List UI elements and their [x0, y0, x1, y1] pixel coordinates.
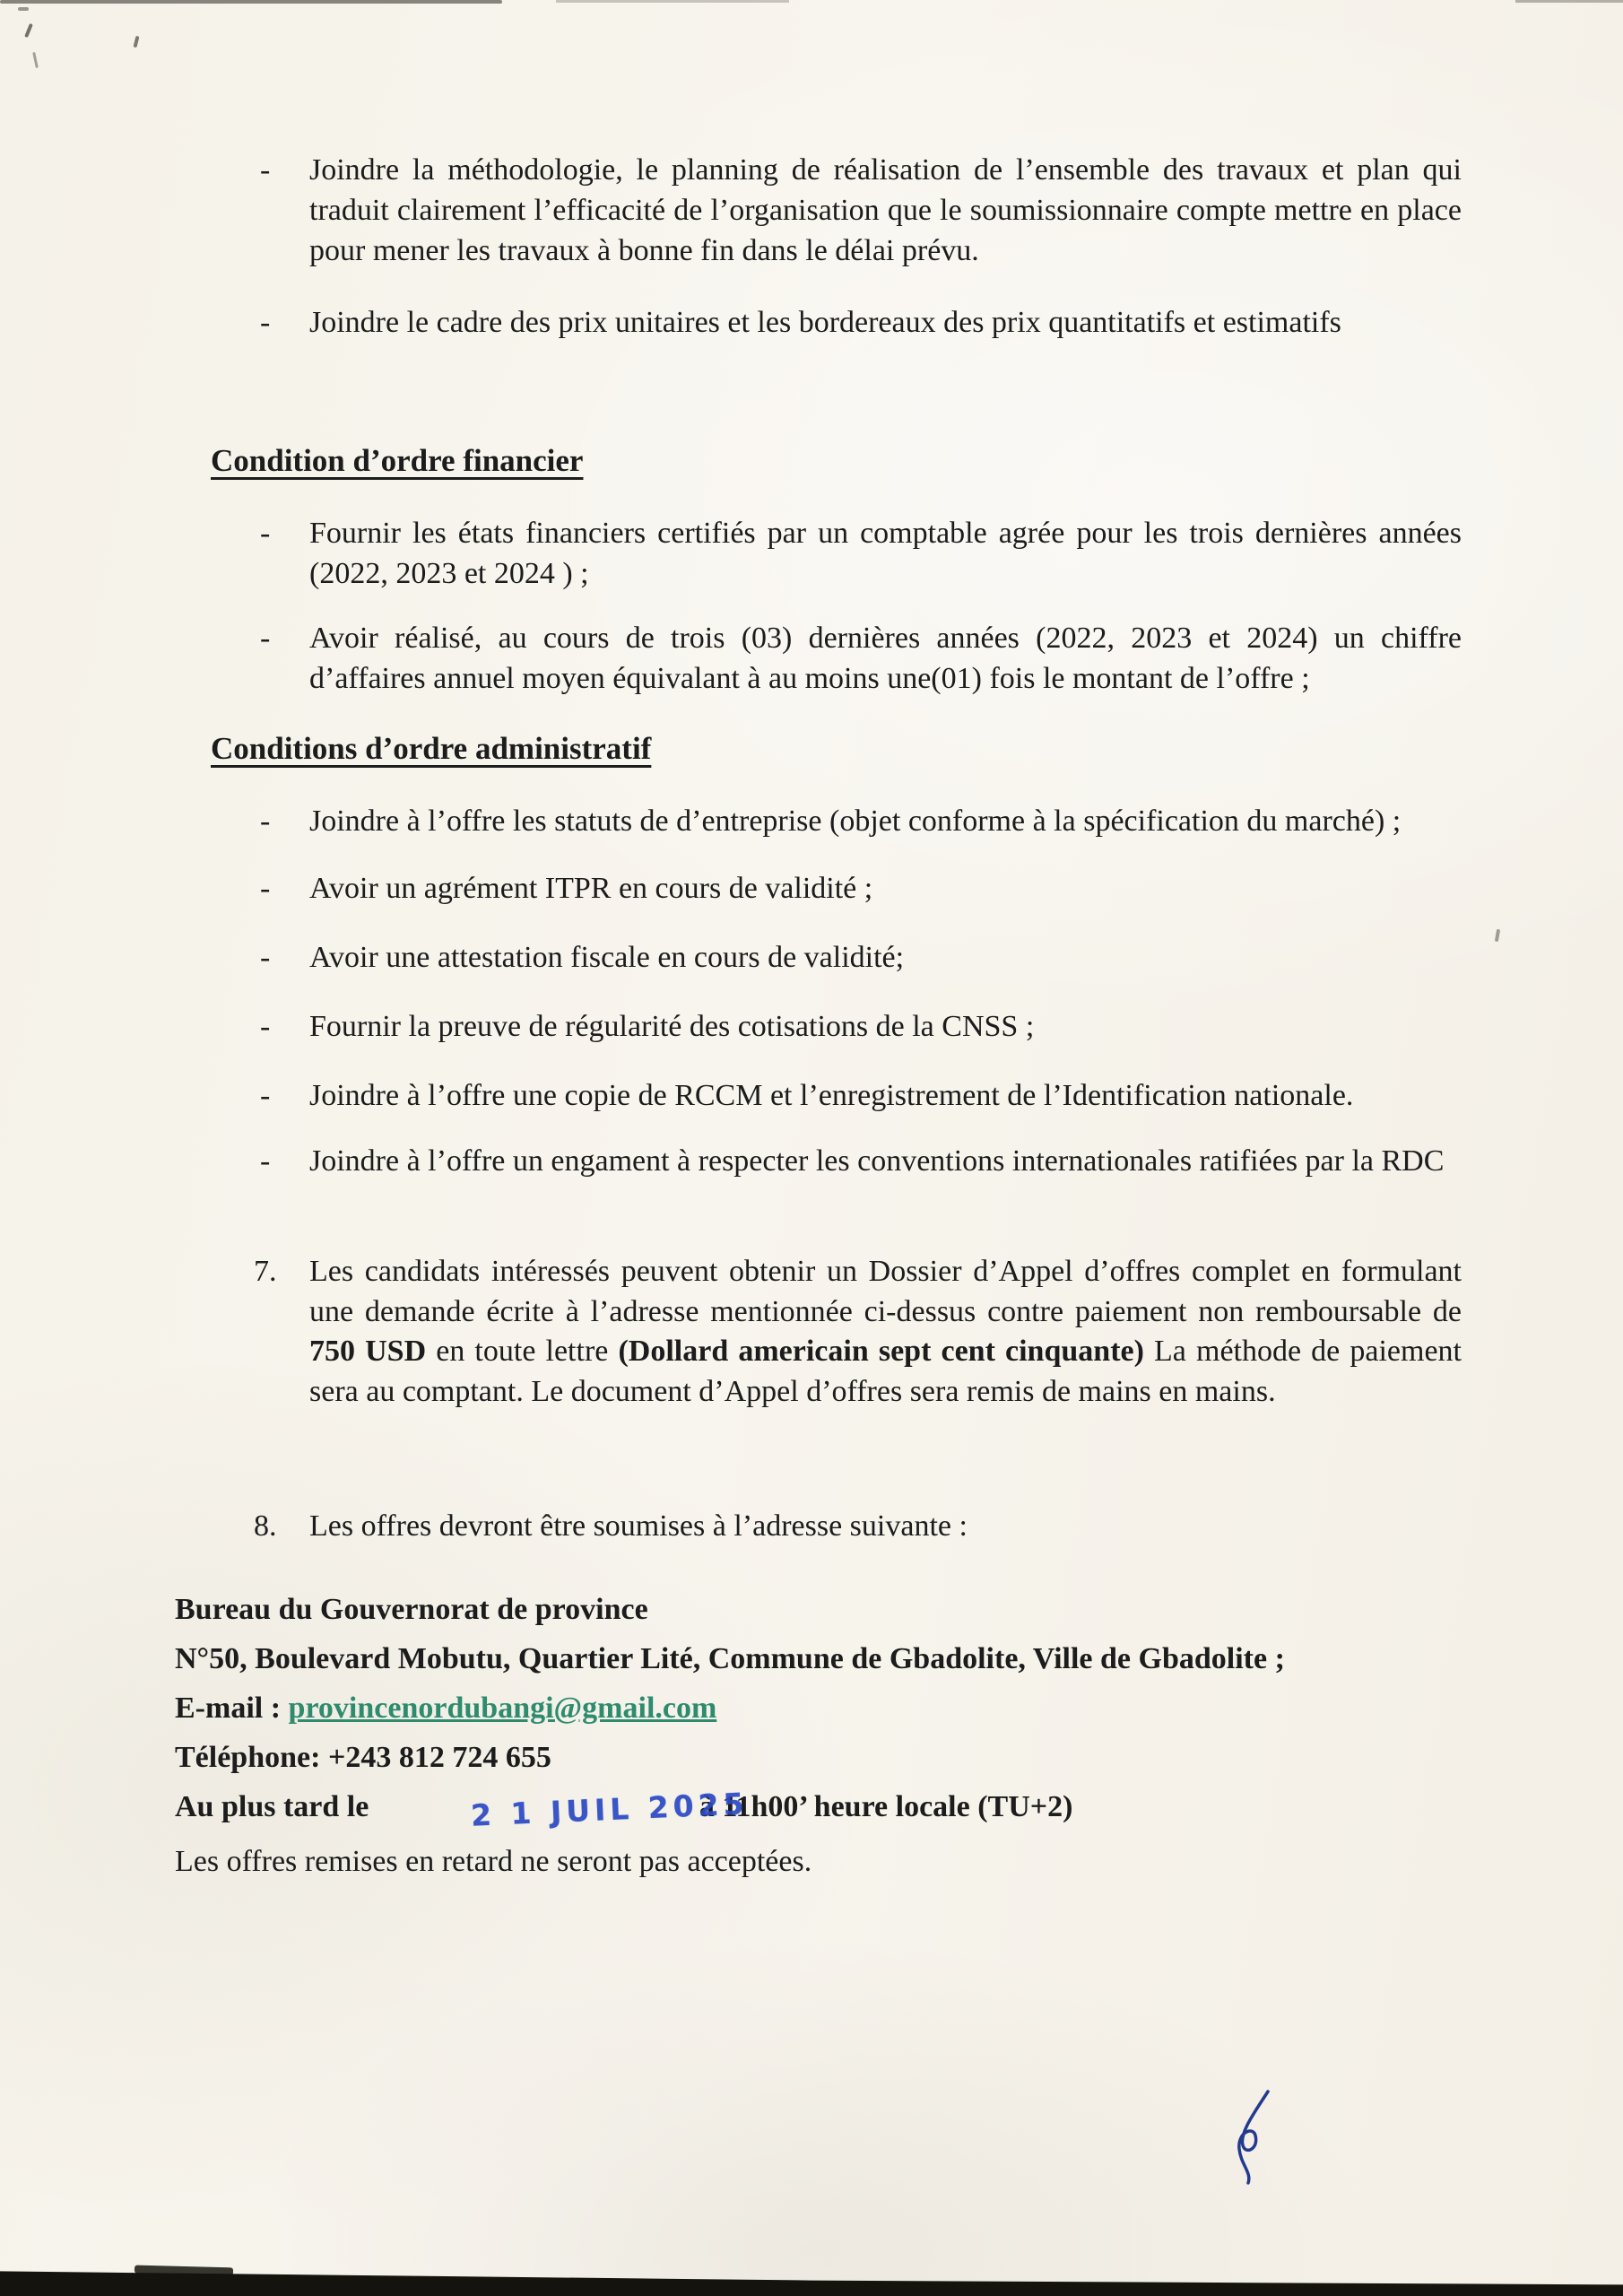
- list-item: [260, 1007, 1462, 1048]
- item7-amount: 750 USD: [309, 1335, 427, 1369]
- list-item: [260, 1076, 1462, 1117]
- bullet-marker: -: [260, 1078, 271, 1112]
- item-number: 8.: [254, 1509, 277, 1544]
- bullet-marker: -: [260, 153, 271, 187]
- email-link[interactable]: provincenordubangi@gmail.com: [288, 1692, 717, 1726]
- bullet-text: Joindre à l’offre une copie de RCCM et l’enregistrement de l’Identification nationale.: [309, 1078, 1354, 1112]
- bullet-text: Fournir les états financiers certifiés par un comptable agrée pour les trois dernières années (2022, 2023 et 2024 ) ;: [309, 516, 1462, 590]
- deadline-line: [175, 1782, 1372, 1834]
- bullet-marker: -: [260, 1144, 271, 1178]
- bullet-text: Joindre à l’offre un engament à respecter les conventions internationales ratifiées par la RDC: [309, 1144, 1445, 1178]
- address-phone: Téléphone: +243 812 724 655: [175, 1741, 551, 1775]
- numbered-item-8: [254, 1507, 1462, 1547]
- item-text: Les offres devront être soumises à l’adresse suivante :: [309, 1509, 968, 1544]
- bullet-marker: -: [260, 516, 271, 550]
- bullet-marker: -: [260, 622, 271, 656]
- list-item: [260, 514, 1462, 595]
- address-block: [175, 1585, 1372, 1886]
- handwritten-mark: [1212, 2086, 1293, 2194]
- item7-text-before: Les candidats intéressés peuvent obtenir un Dossier d’Appel d’offres complet en formulant une demande écrite à l’adresse mentionnée ci-dessus contre paiement non remboursable de: [309, 1254, 1462, 1328]
- bullet-text: Fournir la preuve de régularité des cotisations de la CNSS ;: [309, 1010, 1035, 1043]
- list-item: [260, 303, 1462, 344]
- bullet-marker: -: [260, 804, 271, 839]
- list-item: [260, 619, 1462, 700]
- scan-bottom-edge: [0, 2269, 1623, 2296]
- address-email-line: [175, 1683, 1372, 1733]
- bullet-marker: -: [260, 1010, 271, 1043]
- deadline-suffix: à 11h00’ heure locale (TU+2): [699, 1790, 1073, 1824]
- list-item: [260, 802, 1462, 842]
- item-number: 7.: [254, 1254, 277, 1288]
- bullet-marker: -: [260, 872, 271, 906]
- bullet-text: Joindre la méthodologie, le planning de réalisation de l’ensemble des travaux et plan qui traduit clairement l’efficacité de l’organisation que le soumissionnaire compte mettre en place pour mener les travaux à bonne fin dans le délai prévu.: [309, 153, 1462, 267]
- address-street: N°50, Boulevard Mobutu, Quartier Lité, Commune de Gbadolite, Ville de Gbadolite ;: [175, 1642, 1285, 1676]
- bullet-text: Joindre le cadre des prix unitaires et les bordereaux des prix quantitatifs et estimatifs: [309, 305, 1341, 339]
- bullet-text: Joindre à l’offre les statuts de d’entreprise (objet conforme à la spécification du marché) ;: [309, 804, 1402, 839]
- item7-text-after: La méthode de paiement sera au comptant. Le document d’Appel d’offres sera remis de mains en mains.: [309, 1335, 1462, 1409]
- address-office: Bureau du Gouvernorat de province: [175, 1593, 648, 1626]
- item7-amount-words: (Dollard americain sept cent cinquante): [618, 1335, 1144, 1369]
- email-label: E-mail :: [175, 1692, 289, 1726]
- list-item: [260, 151, 1462, 272]
- bullet-text: Avoir une attestation fiscale en cours de validité;: [309, 941, 905, 975]
- late-offers-note: Les offres remises en retard ne seront pas acceptées.: [175, 1845, 812, 1879]
- item7-text-between: en toute lettre: [426, 1335, 619, 1369]
- bullet-text: Avoir un agrément ITPR en cours de validité ;: [309, 872, 873, 906]
- list-item: [260, 938, 1462, 978]
- date-stamp: 2 1 JUIL 2025: [470, 1786, 750, 1834]
- numbered-item-7: [254, 1252, 1462, 1413]
- stamp-area: [377, 1784, 750, 1834]
- deadline-prefix: Au plus tard le: [175, 1790, 377, 1824]
- bullet-text: Avoir réalisé, au cours de trois (03) dernières années (2022, 2023 et 2024) un chiffre d’affaires annuel moyen équivalant à au moins une(01) fois le montant de l’offre ;: [309, 622, 1462, 696]
- section-heading-financial: Condition d’ordre financier: [211, 442, 584, 478]
- bullet-marker: -: [260, 941, 271, 975]
- item-text: [309, 1252, 1462, 1413]
- bullet-marker: -: [260, 305, 271, 339]
- list-item: [260, 1142, 1462, 1182]
- section-heading-administrative: Conditions d’ordre administratif: [211, 731, 652, 767]
- list-item: [260, 869, 1462, 909]
